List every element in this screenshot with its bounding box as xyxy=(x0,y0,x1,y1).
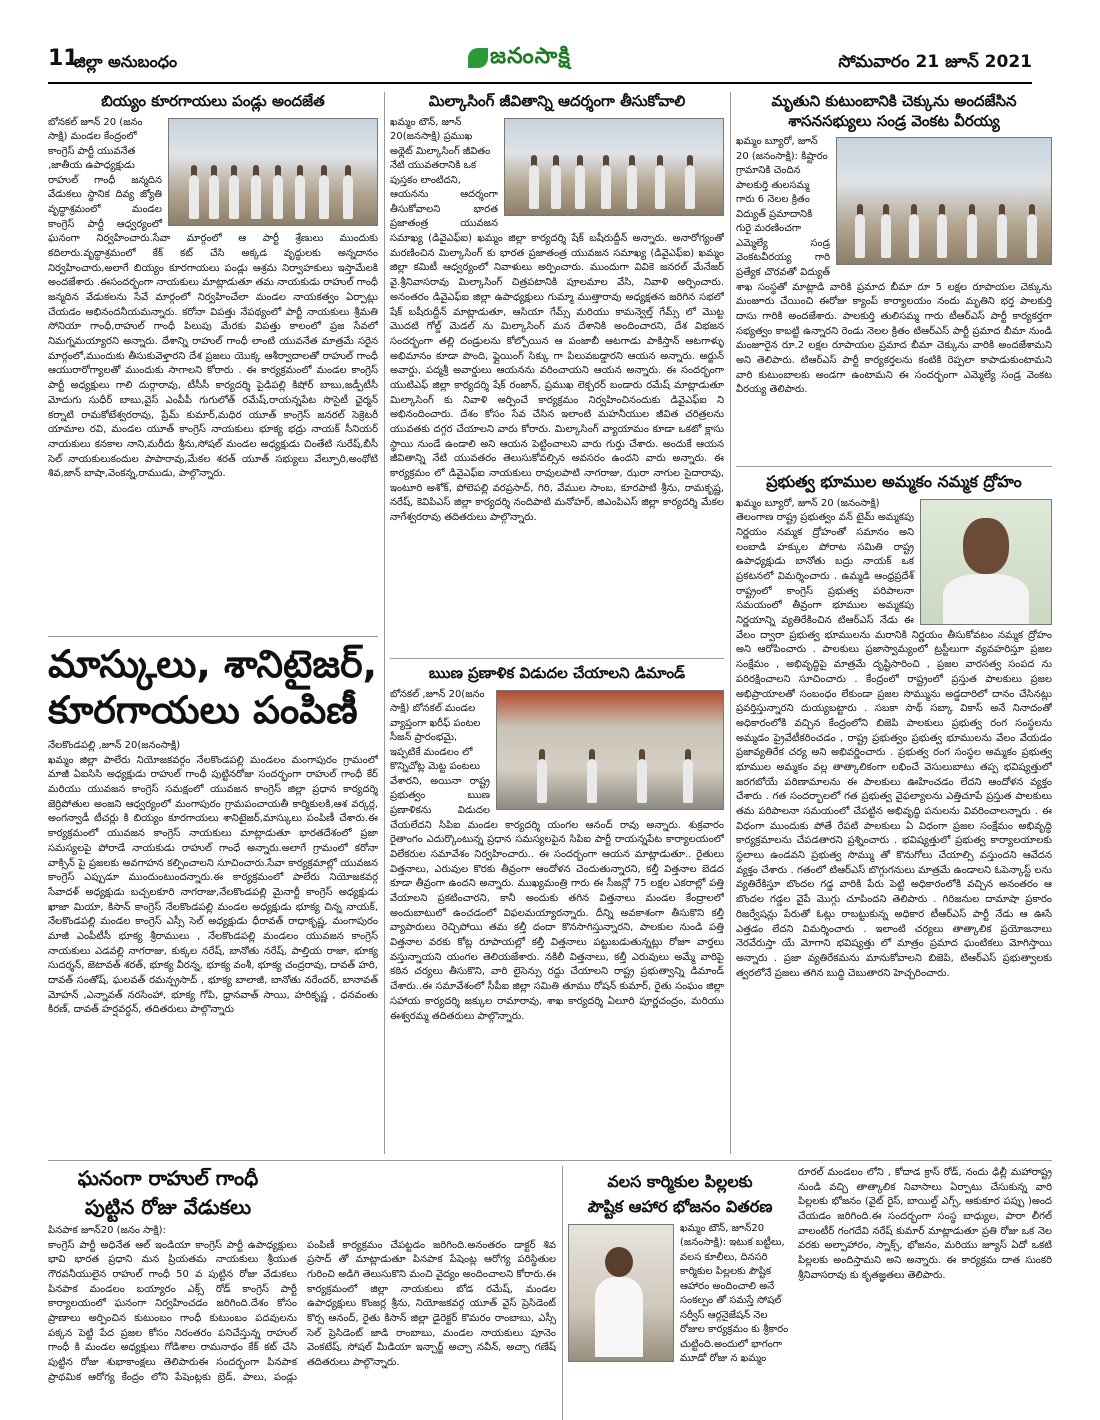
divider xyxy=(736,466,1052,467)
article-headline-line2: శాసనసభ్యులు సండ్ర వెంకట వీరయ్య xyxy=(788,111,1000,130)
article-dateline: ఖమ్మం టౌన్, జూన్ 20(జనసాక్షి) ప్రముఖ అథ్లెట్ మిల్కాసింగ్ జీవితం నేటి యువతరానికి ఒక పుస్తకం లాంటిదని, xyxy=(390,116,491,186)
article-headline: ప్రభుత్వ భూముల అమ్మకం నమ్మక ద్రోహం xyxy=(766,472,1022,491)
divider xyxy=(48,1160,1052,1161)
article-headline-line1: వలస కార్మికుల పిల్లలకు xyxy=(607,1172,753,1191)
article-govt-land-sale xyxy=(736,472,1052,1154)
article-body: తెలంగాణ రాష్ట్ర ప్రభుత్వం వన్ టైమ్ అమ్మకపు నిర్ణయం నమ్మక ద్రోహంతో సమానం అని లంబాడి హక్కుల పోరాట సమితి రాష్ట్ర ఉపాధ్యక్షుడు బానోతు బద్రు నాయక్ ఒక ప్రకటనలో విమర్శించారు . ఉమ్మడి ఆంధ్రప్రదేశ్ రాష్ట్రంలో కాంగ్రెస్ ప్రభుత్వ పరిపాలనా సమయంలో తీవ్రంగా భూముల అమ్మకపు నిర్ణయాన్ని వ్యతిరేకించిన టిఆర్ఎస్ నేడు ఈ వేలం ద్వారా ప్రభుత్వ భూములను మరానికి నిర్ణయం తీసుకోవటం నమ్మక ద్రోహం అని ఆరోపించారు . పాలకులు ప్రజాస్వామ్యంలో ట్రస్టీలుగా వ్యవహరిస్తూ ప్రజల సంక్షేమం , అభివృద్ధిపై మాత్రమే దృష్టిసారించి , ప్రజల వారసత్వ సంపద ను పరిరక్షించాలని సూచించారు . కేంద్రంలో రాష్ట్రంలో ప్రస్తుత పాలకులు ప్రజల అభిప్రాయాలతో సంబంధం లేకుండా ప్రజల సొమ్మును అడ్డదారిలో దానం చేసినట్లు ప్రవర్తిస్తున్నారని దుయ్యబట్టారు . సబకా సాథ్ సబ్కా వికాస్ అనే నినాదంతో అధికారంలోకి వచ్చిన కేంద్రంలోని బిజెపి పాలకులు ప్రభుత్వ రంగ సంస్థలను అమ్మడం ప్రైవేటీకరించడం , రాష్ట్ర ప్రభుత్వం ప్రభుత్వ భూములను వేలం వేయడం ప్రజావ్యతిరేక చర్య అని అభివర్ణించారు . ప్రభుత్వ రంగ సంస్థల అమ్మకం ప్రభుత్వ భూముల అమ్మకం వల్ల తాత్కాలికంగా లభించే వెసులుబాటు తప్ప భవిష్యత్తులో జరగబోయే పరిణామాలను ఈ పాలకులు ఊహించడం లేదని ఆందోళన వ్యక్తం చేశారు . గత సందర్భాలలో గత ప్రభుత్వ వైఫల్యాలను ఎత్తిచూపే ప్రస్తుత పాలకులు తమ పరిపాలనా సమయంలో చేపట్టిన అభివృద్ధి పనులను వివరించాలన్నారు . ఈ విధంగా ముందుకు పోతే రేపటి పాలకులు ఏ విధంగా ప్రజల సంక్షేమం అభివృద్ధి కార్యక్రమాలను చేపడతారని ప్రశ్నించారు . భవిష్యత్తులో ప్రభుత్వ కార్యాలయాలకు స్థలాలు ఉండవని ప్రభుత్వ సొమ్ము తో కొనుగోలు చేయాల్సి వస్తుందని ఆవేదన వ్యక్తం చేశారు . గతంలో టిఆర్ఎస్ బొగ్గుగనులు మాత్రమే ఉండాలని ఓపెన్కాస్ట్ లను వ్యతిరేకిస్తూ బొందల గడ్డ వారికి పేరు పెట్టి అధికారంలోకి వచ్చిన అనంతరం ఆ బొందల గడ్డల వైపే మొగ్గు చూపిందని తెలిపారు . గిరిజనుల దామాషా ప్రకారం రిజర్వేషన్లు పేరుతో ఓట్లు రాబట్టుకున్న అధికార టీఆర్ఎస్ పార్టీ నేడు ఆ ఊసే ఎత్తడం లేదని విమర్శించారు . ఇలాంటి చర్యలు తాత్కాలిక ప్రయోజనాలు నెరవేరుస్తా యే మోగాని భవిష్యత్తు లో మాత్రం ప్రమాద ఘంటికలు మోగిస్తాయి అన్నారు . ప్రజా వ్యతిరేకమను మానుకోవాలని బిజెపి, టిఆర్ఎస్ ప్రభుత్వాలకు త్వరలోనే ప్రజలు తగిన బుద్ధి చెబుతారని హెచ్చరించారు. xyxy=(736,512,1052,979)
divider xyxy=(384,92,385,1154)
article-dateline: ఖమ్మం బ్యూరో, జూన్ 20 (జనంసాక్షి) xyxy=(736,497,880,509)
article-photo xyxy=(504,118,724,216)
divider xyxy=(390,658,724,659)
article-body: వేశారని, అయినా రాష్ట్ర ప్రభుత్వం ఋణ ప్రణాళికను విడుదల చేయలేదని సిపిఐ మండల కార్యదర్శి యంగల ఆనంద్ రావు అన్నారు. శుక్రవారం రైతాంగం ఎదుర్కొంటున్న ప్రధాన సమస్యలపైన సిపిఐ పార్టీ రాయన్నపేట కార్యాలయంలో విలేకరుల సమావేశం నిర్వహించారు.. ఈ సందర్భంగా ఆయన మాట్లాడుతూ.. రైతులు విత్తనాలు, ఎరువుల కొరకు తీవ్రంగా ఆందోళన చెందుతున్నారని, కల్తీ విత్తనాల బెడద కూడా తీవ్రంగా ఉందని అన్నారు. ముఖ్యమంత్రి గారు ఈ సీజన్లో 75 లక్షల ఎకరాల్లో పత్తి వేయాలని ప్రకటించారని, కానీ అందుకు తగిన విత్తనాలు మండల కేంద్రాలలో అందుబాటులో ఉంచడంలో విఫలమయ్యారన్నారు. దీన్ని అవకాశంగా తీసుకొని కల్తీ వ్యాపారులు రెచ్చిపోయి తమ కల్తీ దందా కొనసాగిస్తున్నారని, పాలకుల నుండి పత్తి విత్తనాల వరకు కోట్ల రూపాయల్లో కల్తీ విత్తనాలు పట్టుబడుతున్నట్లు రోజూ వార్తలు వస్తున్నాయని యంగల తెలియజేశారు. నకిలీ విత్తనాలు, కల్తీ ఎరువులు అమ్మే వారిపై కఠిన చర్యలు తీసుకొని, వారి లైసెన్సు రద్దు చేయాలని రాష్ట్ర ప్రభుత్వాన్ని డిమాండ్ చేశారు..ఈ సమావేశంలో సీపీఐ జిల్లా సమితి తూము రోషన్ కుమార్, రైతు సంఘం జిల్లా సహాయ కార్యదర్శి జక్కుల రామారావు, శాఖ కార్యదర్శి ఏలూరి పూర్ణచంద్రం, మరియు ఈశ్వరమ్మ తదితరులు పాల్గొన్నారు. xyxy=(390,775,724,1022)
article-headline-line1: మృతుని కుటుంబానికి చెక్కును అందజేసిన xyxy=(771,92,1017,110)
article-body: ఆయనను ఆదర్శంగా తీసుకోవాలని భారత ప్రజాతంత్ర యువజన సమాఖ్య (డివైఎఫ్ఐ) ఖమ్మం జిల్లా కార్యదర్శి షేక్ బషీరుద్దీన్ అన్నారు. అనారోగ్యంతో మరణించిన మిల్కాసింగ్ కు భారత ప్రజాతంత్ర యువజన సమాఖ్య (డివైఎఫ్ఐ) ఖమ్మం జిల్లా కమిటీ ఆధ్వర్యంలో నివాళులు అర్పించారు. ముందుగా వివికె జనరల్ మేనేజర్ వై.శ్రీనివాసరావు మిల్కాసింగ్ చిత్రపటానికి పూలమాల వేసి, నివాళి అర్పించారు. అనంతరం డివైఎఫ్ఐ జిల్లా ఉపాధ్యక్షులు గుమ్మా ముత్తారావు అధ్యక్షతన జరిగిన సభలో షేక్ బషీరుద్దీన్ మాట్లాడుతూ, ఆసియా గేమ్స్ మరియు కామన్వెల్త్ గేమ్స్ లో మొట్ట మొదటి గోల్డ్ మెడల్ ను మిల్కాసింగ్ మన దేశానికి అందించారని, దేశ విభజన సందర్భంగా తల్లి దండ్రులను కోల్పోయిన ఆ పంజాబీ ఆటగాడు పాకిస్తాన్ ఆటగాళ్ళు అభిమానం కూడా పొంది, ఫ్లైయింగ్ సిక్కు గా పిలువబడ్డారని ఆయన అన్నారు. అర్జున్ అవార్డు, పద్మశ్రీ అవార్డులు ఆయనను వరించాయని ఆయన అన్నారు. ఈ సందర్భంగా యుటిఎఫ్ జిల్లా కార్యదర్శి షేక్ రంజాన్, ప్రముఖ లెక్చరర్ బండారు రమేష్ మాట్లాడుతూ మిల్కాసింగ్ కు నివాళి అర్పించే కార్యక్రమం నిర్వహించినందుకు డివైఎఫ్ఐ ని అభినందించారు. దేశం కోసం సేవ చేసిన ఇలాంటి మహనీయుల జీవిత చరిత్రలను యువతకు దగ్గర చేయాలని వారు కోరారు. మిల్కాసింగ్ వ్యాయామం కూడా ఒకటో క్లాసు స్థాయి నుండే ఉండాలి అని ఆయన పెట్టించాలని వారు గుర్తు చేశారు. అందుకే ఆయన జీవితాన్ని నేటి యువతరం తెలుసుకోవల్సిన అవసరం ఉందని వారు అన్నారు. ఈ కార్యక్రమం లో డివైఎఫ్ఐ నాయకులు రావులపాటి నాగరాజు, ఝరా నాగుల సైదారావు, ఇంటూరి అశోక్, పోలెపల్లి వరప్రసాద్, గిరి, వేముల సాంబ, కూరపాటి శ్రీను, రామకృష్ణ, నరేష్, కెవిపిఎస్ జిల్లా కార్యదర్శి నందిపాటి మనోహర్, జిఎంపిఎస్ జిల్లా కార్యదర్శి మేకల నాగేశ్వరరావు తదితరులు పాల్గొన్నారు. xyxy=(390,189,724,524)
article-loan-plan xyxy=(390,664,724,1154)
article-dateline: బోనకల్ ,జూన్ 20(జనం సాక్షి) బోనకల్ మండల వ్యాప్తంగా ఖరీఫ్ పంటల సీజన్ ప్రారంభమై, ఇప్పటికే మండలం లో కొన్నిచోట్ల మెట్ట పంటలు xyxy=(390,688,485,772)
article-headline-line2: పుట్టిన రోజు వేడుకలు xyxy=(84,1195,252,1219)
page-number: 11 xyxy=(48,46,79,71)
section-name: జిల్లా అనుబంధం xyxy=(74,52,178,71)
article-rice-vegetables xyxy=(48,92,378,630)
article-body: రాహుల్ గాంధీ జన్మదిన వేడుకలు స్థానిక దివ్య జ్యోతి వృద్ధాశ్రమంలో మండల కాంగ్రెస్ పార్టీ ఆధ్వర్యంలో ఘనంగా నిర్వహించారు.సేవా మార్గంలో ఆ పార్టీ శ్రేణులు ముందుకు కదిలారు.వృద్ధాశ్రమంలో కేక్ కట్ చేసి అక్కడ వృద్ధులకు అన్నదానం నిర్వహించారు,అలాగే బియ్యం కూరగాయలు పండ్లు ఆశ్రమ నిర్వాహకులు ఇస్తామేలకి అందజేశారు .ఈసందర్భంగా నాయకులు మాట్లాడుతూ తమ నాయకుడు రాహుల్ గాంధీ జన్మదిన వేడుకలను సేవే మార్గంలో నిర్వహించేలా మండల నాయకత్వం ఏర్పాట్లు చేయడం అభినందనీయమన్నారు. కరోనా విపత్తు నేపథ్యంలో పార్టీ నాయకులు శ్రీమతి సోనియా గాంధీ,రాహుల్ గాంధీ పిలుపు మేరకు విపత్తు కాలంలో ప్రజ సేవలో నిమగ్నమయ్యారని అన్నారు. దేశాన్ని రాహుల్ గాంధీ లాంటి యువనేత మాత్రమే సరైన మార్గంలో,ముందుకు తీసుకువెళ్తారని దేశ ప్రజలు యొక్క ఆశీర్వాదాలతో రాహుల్ గాంధీ ఆయురారోగ్యాలతో ముందుకు సాగాలని కోరారు . ఈ కార్యక్రమంలో మండల కాంగ్రెస్ పార్టీ అధ్యక్షులు గాలి దుర్గారావు, టీసీసీ కార్యదర్శి పైడిపల్లి కిషోర్ బాబు,జడ్పీటీసీ మోదుగు సుధీర్ బాబు,వైస్ ఎంపీపీ గుగులోత్ రమేష్,రాయన్నపేట సొసైటీ ఛైర్మన్ కర్నాటి రామకోటేశ్వరరావు, ప్రేమ్ కుమార్,మధిర యూత్ కాంగ్రెస్ జనరల్ సెక్రెటరీ యామాల రవి, మండల యూత్ కాంగ్రెస్ నాయకులు భూక్య భద్రు నాయక్ సీనియర్ నాయకులు కనకాల నాని,మరీదు శ్రీను,సోషల్ మండల అధ్యక్షుడు చింతేటి సురేష్,బీసీ సెల్ నాయకులుకందుల పాపారావు,మేకల శరత్ యూత్ సభ్యులు వేల్పూరి,అంథోటి శివ,జాన్ బాషా,వెంకన్న,రాముడు, పాల్గొన్నారు. xyxy=(48,174,378,480)
article-rahul-birthday xyxy=(48,1166,556,1420)
divider xyxy=(730,92,731,1154)
article-photo xyxy=(496,690,724,810)
article-photo xyxy=(568,1224,674,1362)
article-milkha-singh xyxy=(390,92,724,652)
divider xyxy=(562,1166,563,1420)
article-dateline: పినపాక జూన్20 (జనం సాక్షి): xyxy=(48,1225,166,1236)
article-left-column xyxy=(568,1166,792,1420)
article-photo xyxy=(168,118,378,226)
article-headline-line1: ఘనంగా రాహుల్ గాంధీ xyxy=(77,1166,259,1190)
article-body: కాంగ్రెస్ పార్టీ అధినేత ఆల్ ఇండియా కాంగ్రెస్ పార్టీ ఉపాధ్యక్షులు భావి భారత ప్రధాని మన ప్రియతమ నాయకులు శ్రీయుత గౌరవనీయులైన రాహుల్ గాంధీ 50 వ పుట్టిన రోజు వేడుకలు పినపాక మండలం బయ్యారం ఎక్స్ రోడ్ కాంగ్రెస్ పార్టీ కార్యాలయంలో ఘనంగా నిర్వహించడం జరిగింది.దేశం కోసం ప్రాణాలు అర్పించిన కుటుంబం గాంధీ కుటుంబం పదవులను పక్కన పెట్టి పేద ప్రజల కోసం నిరంతరం పనిచేస్తున్న రాహుల్ గాంధీ కి మండల అధ్యక్షులు గోడిశాల రామనాథం కేక్ కట్ చేసి పుట్టిన రోజు శుభాకాంక్షలు తెలిపారుఈ సందర్భంగా పినపాక ప్రాథమిక ఆరోగ్య కేంద్రం లోని పేషెంట్లకు బ్రెడ్, పాలు, పండ్లు పంపిణీ కార్యక్రమం చేపట్టడం జరిగింది.అనంతరం డాక్టర్ శివ ప్రసాద్ తో మాట్లాడుతూ పినపాక పేషెంట్ల ఆరోగ్య పరిస్థితుల గురించి అడిగి తెలుసుకొని మంచి వైద్యం అందించాలని కోరారు.ఈ కార్యక్రమంలో జిల్లా నాయకులు బోడ రమేష్, మండల ఉపాధ్యక్షులు కొంజర్ల శ్రీను, నియోజకవర్గ యూత్ వైస్ ప్రెసిడెంట్ కొర్స ఆనంద్, రైతు కిసాన్ జిల్లా డైరెక్టర్ కొమరం రాంబాబు, ఎస్సీ సెల్ ప్రెసిడెంట్ జాడి రాంబాబు, మండల నాయకులు పూనెం వెంకటేష్, సోషల్ మీడియా ఇన్చార్జ్ అచ్చా నవీన్, అచ్చా గణేష్ తదితరులు పాల్గొన్నారు. xyxy=(48,1239,556,1383)
article-dateline: ఖమ్మం టౌన్, జూన్20 (జనంసాక్షి): ఇటుక బట్టీలు, వలస కూలీలు, దినసరి కార్మికుల పిల్లలకు పౌష్టిక ఆహారం అందించాలి అనే సంకల్పం తో సమస్తే సోషల్ సర్వీస్ ఆర్గనైజేషన్ నెల రోజుల కార్యక్రమం కు శ్రీకారం చుట్టింది.అందులో భాగంగా మూడో రోజు న ఖమ్మం xyxy=(680,1222,789,1365)
article-headline-line2: పౌష్టిక ఆహార భోజనం వితరణ xyxy=(587,1196,773,1216)
article-headline: మాస్కులు, శానిటైజర్, కూరగాయలు పంపిణీ xyxy=(48,642,378,732)
masthead-rule xyxy=(48,82,1032,84)
article-photo xyxy=(920,499,1052,625)
newspaper-logo xyxy=(468,44,608,76)
article-body: ఎమ్మెల్యే సండ్ర వెంకటవీరయ్య గారి ప్రత్యేక చొరవతో విద్యుత్ శాఖ సంస్థతో మాట్లాడి వారికి ప్రమాద బీమా రూ 5 లక్షల రూపాయల చెక్కును మంజూరు చేయించి ఈరోజు క్యాంప్ కార్యాలయం నందు మృతిని భర్త పాలకుర్తి దాసు గారికి అందజేశారు. పాలకుర్తి తులిసమ్మ గారు టీఆర్ఎస్ పార్టీ కార్యకర్తగా సభ్యత్వం కాబట్టి ఉన్నారని రెండు నెలల క్రితం టిఆర్ఎస్ పార్టీ ప్రమాద బీమా నుండి మంజూరైన రూ.2 లక్షల రూపాయల ప్రమాద బీమా చెక్కును వారికి అందజేశామని అని తెలిపారు. టిఆర్ఎస్ పార్టీ కార్యకర్తలను కంటికి రెప్పలా కాపాడుకుంటామని వారి కుటుంబాలకు అండగా ఉంటామని ఈ సందర్భంగా ఎమ్మెల్యే సండ్ర వెంకట వీరయ్య తెలిపారు. xyxy=(736,237,1052,396)
article-migrant-children xyxy=(568,1166,1052,1420)
article-dateline: బోనకల్ జూన్ 20 (జనం సాక్షి) మండల కేంద్రంలో కాంగ్రెస్ పార్టీ యువనేత ,జాతీయ ఉపాధ్యక్షుడు xyxy=(48,116,143,171)
article-cheque-handover xyxy=(736,92,1052,462)
article-photo xyxy=(836,137,1052,265)
brand-name: జనంసాక్షి xyxy=(490,44,571,69)
article-headline: ఋణ ప్రణాళిక విడుదల చేయాలని డిమాండ్ xyxy=(428,664,686,682)
article-body: ఖమ్మం జిల్లా పాలేరు నియోజకవర్గం నేలకొండపల్లి మండలం మంగాపురం గ్రామంలో మాజీ ఏఐసిసి అధ్యక్షుడు రాహుల్ గాంధీ పుట్టినరోజు సందర్భంగా రాహుల్ గాంధీ కేర్ మరియు యువజన కాంగ్రెస్ సమక్షంలో యువజన కాంగ్రెస్ జిల్లా ప్రధాన కార్యదర్శి జెర్రిపోతుల అంజని ఆధ్వర్యంలో మంగాపురం గ్రామపంచాయతీ కార్మికులకి,ఆశ వర్కర్ల, అంగన్వాడీ టీచర్లు కి బియ్యం కూరగాయలు శానిటైజర్,మాస్కులు పంపిణీ చేశారు.ఈ కార్యక్రమంలో యువజన కాంగ్రెస్ నాయకులు మాట్లాడుతూ భారతదేశంలో ప్రజా సమస్యలపై పోరాడే నాయకుడు రాహుల్ గాంధే అన్నారు.అలాగే గ్రామంలో కరోనా వాక్సిన్ పై ప్రజలకు అవగాహన కల్పించాలని సూచించారు.సేవా కార్యక్రమాల్లో యువజన కాంగ్రెస్ ఎప్పుడూ ముందుంటుందన్నారు.ఈ కార్యక్రమంలో పాలేరు నియోజకవర్గ సేవాదళ్ అధ్యక్షుడు బచ్చలకూరి నాగరాజు,నేలకొండపల్లి మైనార్టీ కాంగ్రెస్ అధ్యక్షుడు ఖాజా మియా, కిసాన్ కాంగ్రెస్ నేలకొండపల్లి మండల అధ్యక్షుడు భూక్య చిన్న నాయక్, నేలకొండపల్లి మండల కాంగ్రెస్ ఎస్సీ సెల్ అధ్యక్షుడు ధీరావత్ రాధాకృష్ణ, మంగాపురం మాజీ ఎంపీటీసీ భూక్య శ్రీరాములు , నేలకొండపల్లి మండలం యువజన కాంగ్రెస్ నాయకులు ఎడవల్లి నాగరాజు, కుక్కల నరేష్, బానోతు నరేష్, పాల్తియ రాజా, భూక్య సుదర్శన్, జెటావత్ శరత్, భూక్య వీరన్న, భూక్య వంశీ, భూక్య చంద్రరావు, దావత్ హరి, దావత్ సంతోష్, ఘలవత్ రమన్ప్రసాద్ , భూక్య బాలాజీ, బానోతు నరేందర్, బానావత్ మోహన్ ,ఎన్నావత్ నరసింహా, భూక్య గోపి, ధ్రానవాత్ సాయి, హరికృష్ణ , ధనవంతు కిరణ్, దావత్ హర్షవర్ధన్, తదితరులు పాల్గొన్నారు xyxy=(48,754,378,1016)
issue-date: సోమవారం 21 జూన్ 2021 xyxy=(838,52,1032,72)
divider xyxy=(48,636,378,637)
article-headline: మిల్కాసింగ్ జీవితాన్ని ఆదర్శంగా తీసుకోవాలి xyxy=(428,92,686,110)
masthead xyxy=(48,44,1032,84)
article-dateline: ఖమ్మం బ్యూరో, జూన్ 20 (జనంసాక్షి): కిష్టారం గ్రామానికి చెందిన పాలకుర్తి తులసమ్మ గారు 6 నెలల క్రితం విద్యుత్ ప్రమాదానికి గురై మరణించగా xyxy=(736,136,828,234)
article-headline: బియ్యం కూరగాయలు పండ్లు అందజేత xyxy=(101,92,325,110)
article-dateline: నేలకొండపల్లి ,జూన్ 20(జనంసాక్షి) xyxy=(48,740,181,752)
leaf-icon xyxy=(468,48,488,68)
article-body: రూరల్ మండలం లోని , కోదాడ క్రాస్ రోడ్, నందు ఢిల్లీ మహారాష్ట్ర నుండి వచ్చి తాత్కాలిక నివాసాలు ఏర్పాటు చేసుకున్న వారి పిల్లలకు భోజనం (వైట్ రైస్, బాయిల్డ్ ఎగ్స్, ఆకుకూర పప్పు )అంద చేయడం జరిగింది.ఈ సందర్భంగా సంస్థ బాధ్యుల, పారా లీగల్ వాలంటీర్ గంగదేవి నరేష్ కుమార్ మాట్లాడుతూ ప్రతి రోజు ఒక నెల వరకు అల్పాహారం, స్నాక్స్, భోజనం, మరియు జ్యూస్ ఏదో ఒకటి పిల్లలకు అందిస్తామని అని అన్నారు. ఈ కార్యక్రమ దాత సుంకరి శ్రీనివాసరావు కు కృతజ్ఞతలు తెలిపారు. xyxy=(798,1167,1052,1281)
